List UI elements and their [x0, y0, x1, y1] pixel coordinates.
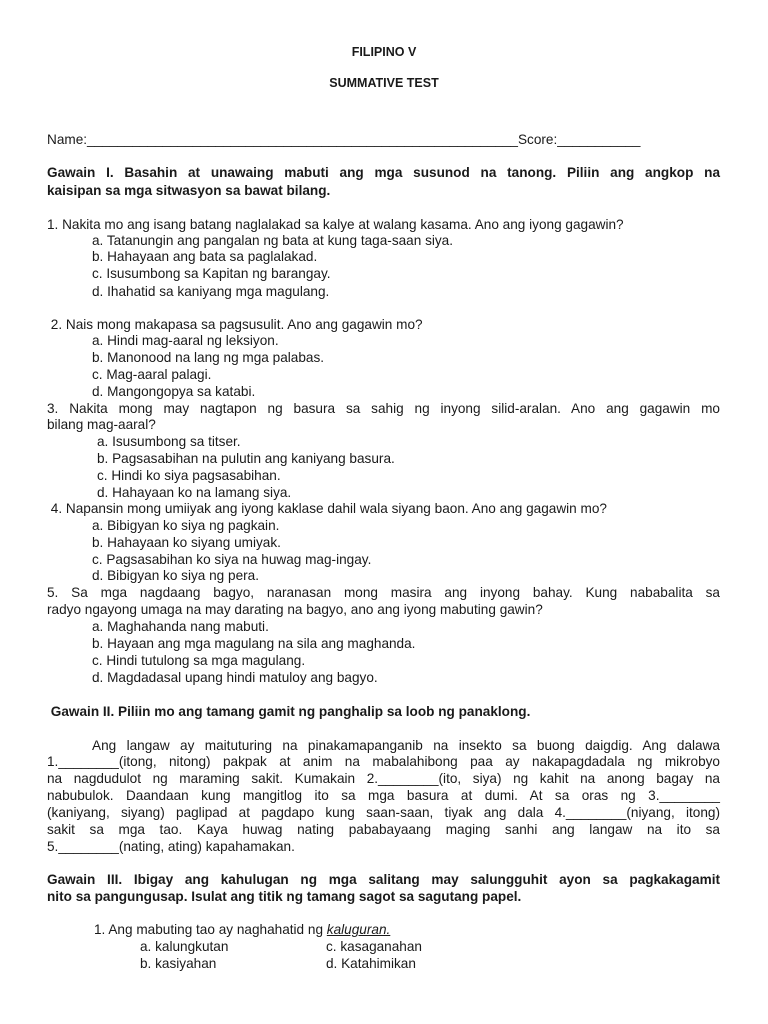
g3-choice-c: c. kasaganahan — [326, 939, 422, 954]
q3-choice-b: b. Pagsasabihan na pulutin ang kaniyang basura. — [97, 451, 395, 466]
question-3-line2: bilang mag-aaral? — [47, 417, 156, 432]
q1-choice-d: d. Ihahatid sa kaniyang mga magulang. — [92, 284, 330, 299]
question-3-line1: 3. Nakita mong may nagtapon ng basura sa sahig ng inyong silid-aralan. Ano ang gagawin mo — [47, 401, 720, 416]
gawain2-paragraph-line4: nabubulok. Daandaan kung mangitlog ito sa mga basura at dumi. At sa oras ng 3.________ — [47, 788, 720, 803]
g3-choice-b: b. kasiyahan — [140, 956, 217, 971]
q4-choice-c: c. Pagsasabihan ko siya na huwag mag-ingay. — [92, 552, 372, 567]
gawain2-paragraph-line1: Ang langaw ay maituturing na pinakamapanganib na insekto sa buong daigdig. Ang dalawa — [92, 738, 720, 753]
q2-choice-d: d. Mangongopya sa katabi. — [92, 384, 256, 399]
gawain2-paragraph-line7: 5.________(nating, ating) kapahamakan. — [47, 839, 295, 854]
q5-choice-a: a. Maghahanda nang mabuti. — [92, 619, 269, 634]
gawain2-paragraph-line5: (kaniyang, siyang) paglipad at pagdapo kung saan-saan, tiyak ang dala 4.________(niyang, itong) — [47, 805, 720, 820]
q2-choice-b: b. Manonood na lang ng mga palabas. — [92, 350, 325, 365]
q5-choice-c: c. Hindi tutulong sa mga magulang. — [92, 653, 306, 668]
q3-choice-d: d. Hahayaan ko na lamang siya. — [97, 485, 292, 500]
q5-choice-d: d. Magdadasal upang hindi matuloy ang bagyo. — [92, 670, 378, 685]
q4-choice-d: d. Bibigyan ko siya ng pera. — [92, 568, 260, 583]
name-score-line: Name:_________________________________________________________Score:___________ — [47, 132, 641, 147]
q2-choice-c: c. Mag-aaral palagi. — [92, 367, 212, 382]
q1-choice-c: c. Isusumbong sa Kapitan ng barangay. — [92, 266, 331, 281]
gawain2-paragraph-line3: na nagdudulot ng maraming sakit. Kumakain 2.________(ito, siya) ng kahit na anong bagay na — [47, 771, 720, 786]
q1-choice-a: a. Tatanungin ang pangalan ng bata at kung taga-saan siya. — [92, 233, 454, 248]
q5-choice-b: b. Hayaan ang mga magulang na sila ang maghanda. — [92, 636, 416, 651]
q2-choice-a: a. Hindi mag-aaral ng leksiyon. — [92, 333, 279, 348]
gawain2-paragraph-line6: sakit sa mga tao. Kaya huwag nating pababayaang maging sanhi ang langaw na ito sa — [47, 822, 720, 837]
q3-choice-c: c. Hindi ko siya pagsasabihan. — [97, 468, 281, 483]
q3-choice-a: a. Isusumbong sa titser. — [97, 434, 241, 449]
gawain3-q1-prefix: 1. Ang mabuting tao ay naghahatid ng — [94, 922, 327, 937]
question-2: 2. Nais mong makapasa sa pagsusulit. Ano ang gagawin mo? — [47, 317, 423, 332]
underlined-word: kaluguran. — [326, 922, 391, 937]
question-5-line2: radyo ngayong umaga na may darating na bagyo, ano ang iyong mabuting gawin? — [47, 602, 543, 617]
gawain3-question-1 — [94, 921, 390, 938]
g3-choice-d: d. Katahimikan — [326, 956, 416, 971]
page-title: FILIPINO V — [351, 45, 417, 59]
g3-choice-a: a. kalungkutan — [140, 939, 229, 954]
gawain3-instruction-line1: Gawain III. Ibigay ang kahulugan ng mga salitang may salungguhit ayon sa pagkakagamit — [47, 872, 720, 887]
gawain1-instruction-line2: kaisipan sa mga sitwasyon sa bawat bilang. — [47, 183, 331, 198]
gawain1-instruction-line1: Gawain I. Basahin at unawaing mabuti ang mga susunod na tanong. Piliin ang angkop na — [47, 165, 720, 180]
q1-choice-b: b. Hahayaan ang bata sa paglalakad. — [92, 249, 318, 264]
gawain3-instruction-line2: nito sa pangungusap. Isulat ang titik ng tamang sagot sa sagutang papel. — [47, 889, 522, 904]
question-5-line1: 5. Sa mga nagdaang bagyo, naranasan mong masira ang inyong bahay. Kung nababalita sa — [47, 585, 720, 600]
gawain2-paragraph-line2: 1.________(itong, nitong) pakpak at anim na mabalahibong paa ay nakapagdadala ng mikrobyo — [47, 754, 720, 769]
question-1: 1. Nakita mo ang isang batang naglalakad sa kalye at walang kasama. Ano ang iyong gagawin? — [47, 217, 624, 232]
page-subtitle: SUMMATIVE TEST — [329, 76, 439, 90]
question-4: 4. Napansin mong umiiyak ang iyong kaklase dahil wala siyang baon. Ano ang gagawin mo? — [47, 501, 607, 516]
gawain2-instruction: Gawain II. Piliin mo ang tamang gamit ng panghalip sa loob ng panaklong. — [47, 704, 531, 719]
q4-choice-a: a. Bibigyan ko siya ng pagkain. — [92, 518, 280, 533]
q4-choice-b: b. Hahayaan ko siyang umiyak. — [92, 535, 281, 550]
